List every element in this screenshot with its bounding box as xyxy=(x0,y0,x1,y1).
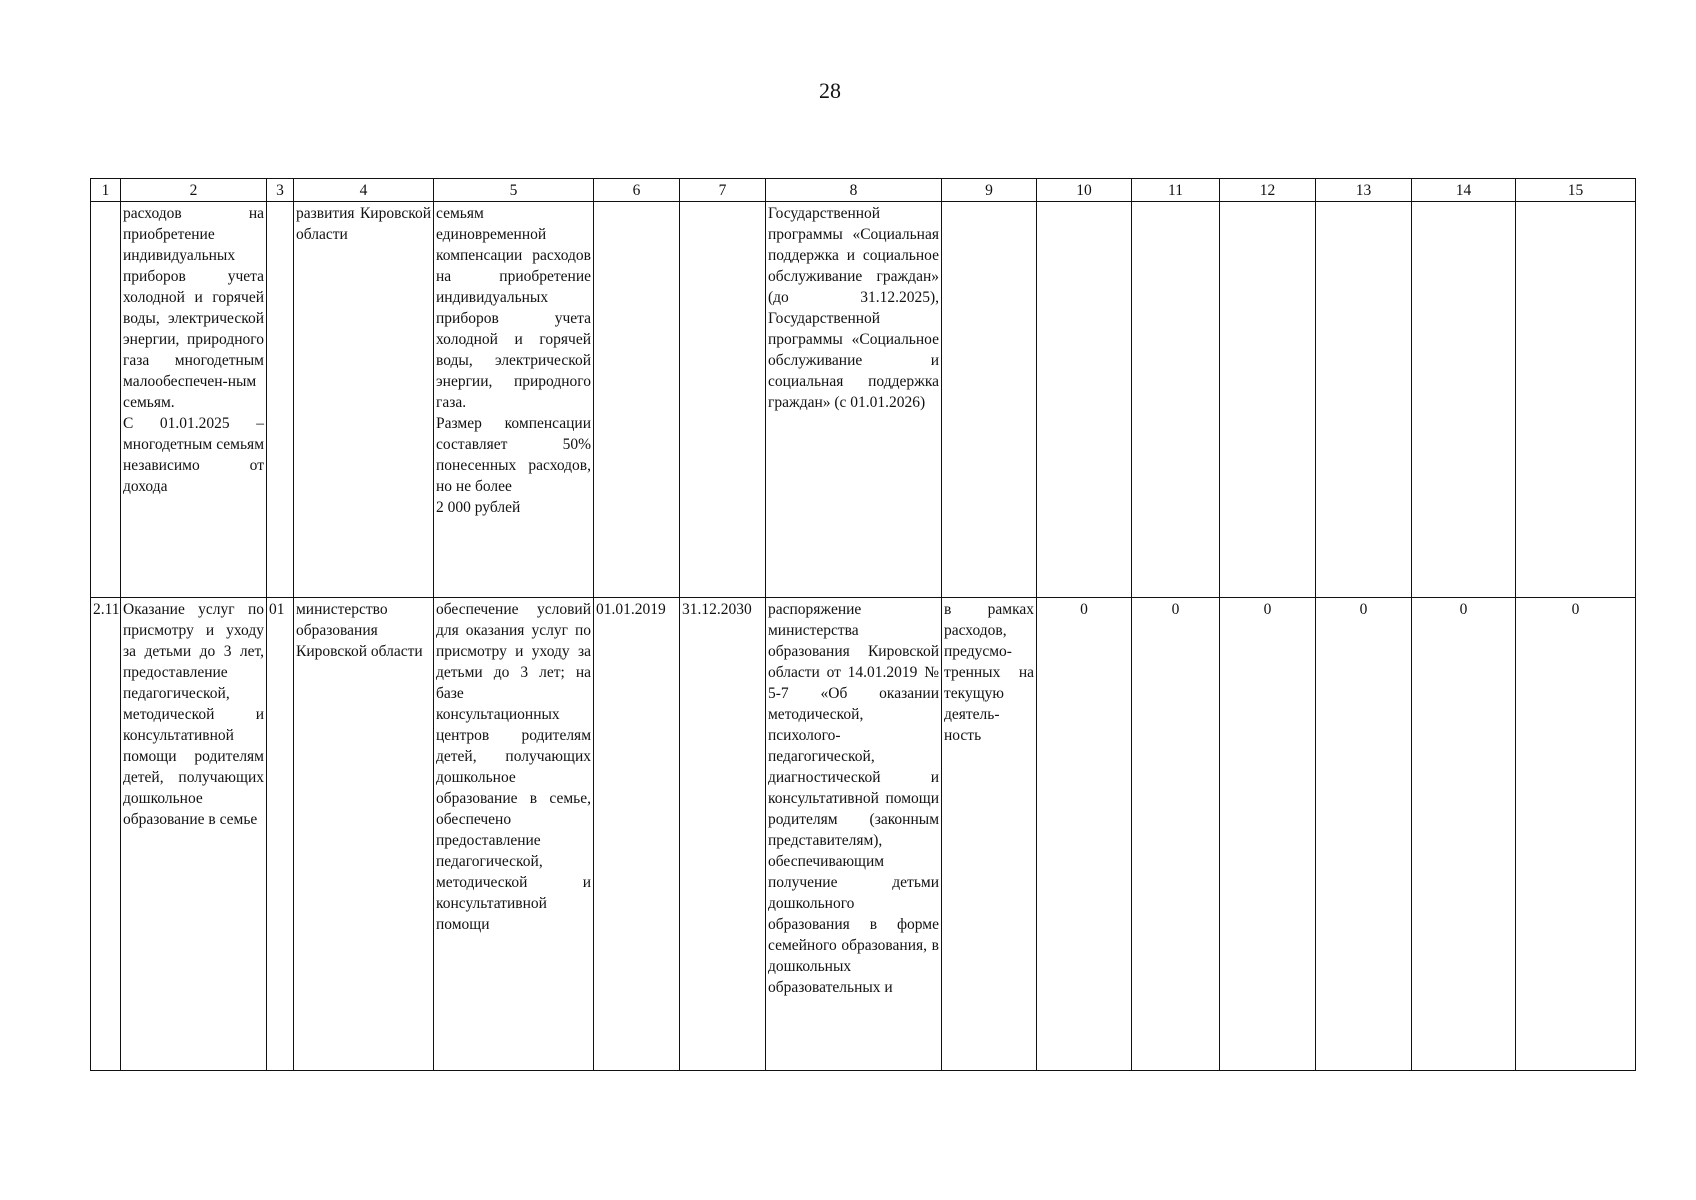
column-number-row xyxy=(91,179,1636,202)
cell-legal-basis: распоряжение министерства образования Кировской области от 14.01.2019 № 5-7 «Об оказании методической, психолого-педагогической, диагностической и консультативной помощи родителям (законным представителям), обеспечивающим получение детьми дошкольного образования в форме семейного образования, в дошкольных образовательных и xyxy=(766,598,942,1071)
cell-value xyxy=(1220,202,1316,598)
column-header: 10 xyxy=(1037,179,1132,202)
cell-expected-result: семьям единовременной компенсации расходов на приобретение индивидуальных приборов учета холодной и горячей воды, электрической энергии, природного газа. Размер компенсации составляет 50% понесенных расходов, но не более 2 000 рублей xyxy=(434,202,594,598)
column-header: 9 xyxy=(942,179,1037,202)
cell-value xyxy=(1132,202,1220,598)
column-header: 8 xyxy=(766,179,942,202)
column-header: 14 xyxy=(1412,179,1516,202)
column-header: 5 xyxy=(434,179,594,202)
cell-value: 0 xyxy=(1220,598,1316,1071)
column-header: 11 xyxy=(1132,179,1220,202)
cell-value: 0 xyxy=(1132,598,1220,1071)
cell-value xyxy=(1412,202,1516,598)
program-measures-table xyxy=(90,178,1636,1071)
cell-value xyxy=(1316,202,1412,598)
column-header: 6 xyxy=(594,179,680,202)
cell-value: 0 xyxy=(1316,598,1412,1071)
cell-number xyxy=(91,202,121,598)
column-header: 4 xyxy=(294,179,434,202)
cell-value: 0 xyxy=(1412,598,1516,1071)
table-row-2-11 xyxy=(91,598,1636,1071)
cell-measure-name: расходов на приобретение индивидуальных приборов учета холодной и горячей воды, электрической энергии, природного газа многодетным малообеспечен-ным семьям. С 01.01.2025 – многодетным семьям независимо от дохода xyxy=(121,202,267,598)
table-row-continuation xyxy=(91,202,1636,598)
column-header: 7 xyxy=(680,179,766,202)
cell-funding-source: в рамках расходов, предусмо-тренных на текущую деятель-ность xyxy=(942,598,1037,1071)
cell-start-date xyxy=(594,202,680,598)
cell-end-date xyxy=(680,202,766,598)
cell-expected-result: обеспечение условий для оказания услуг по присмотру и уходу за детьми до 3 лет; на базе консультационных центров родителям детей, получающих дошкольное образование в семье, обеспечено предоставление педагогической, методической и консультативной помощи xyxy=(434,598,594,1071)
column-header: 15 xyxy=(1516,179,1636,202)
cell-value: 0 xyxy=(1037,598,1132,1071)
cell-code xyxy=(267,202,294,598)
cell-value: 0 xyxy=(1516,598,1636,1071)
cell-end-date: 31.12.2030 xyxy=(680,598,766,1071)
cell-responsible: развития Кировской области xyxy=(294,202,434,598)
cell-code: 01 xyxy=(267,598,294,1071)
cell-responsible: министерство образования Кировской области xyxy=(294,598,434,1071)
column-header: 2 xyxy=(121,179,267,202)
cell-legal-basis: Государственной программы «Социальная поддержка и социальное обслуживание граждан» (до 31.12.2025), Государственной программы «Социальное обслуживание и социальная поддержка граждан» (с 01.01.2026) xyxy=(766,202,942,598)
column-header: 1 xyxy=(91,179,121,202)
column-header: 12 xyxy=(1220,179,1316,202)
column-header: 3 xyxy=(267,179,294,202)
cell-value xyxy=(1516,202,1636,598)
cell-funding-source xyxy=(942,202,1037,598)
column-header: 13 xyxy=(1316,179,1412,202)
cell-start-date: 01.01.2019 xyxy=(594,598,680,1071)
cell-measure-name: Оказание услуг по присмотру и уходу за детьми до 3 лет, предоставление педагогической, методической и консультативной помощи родителям детей, получающих дошкольное образование в семье xyxy=(121,598,267,1071)
page-number: 28 xyxy=(819,78,841,103)
cell-value xyxy=(1037,202,1132,598)
cell-number: 2.11 xyxy=(91,598,121,1071)
